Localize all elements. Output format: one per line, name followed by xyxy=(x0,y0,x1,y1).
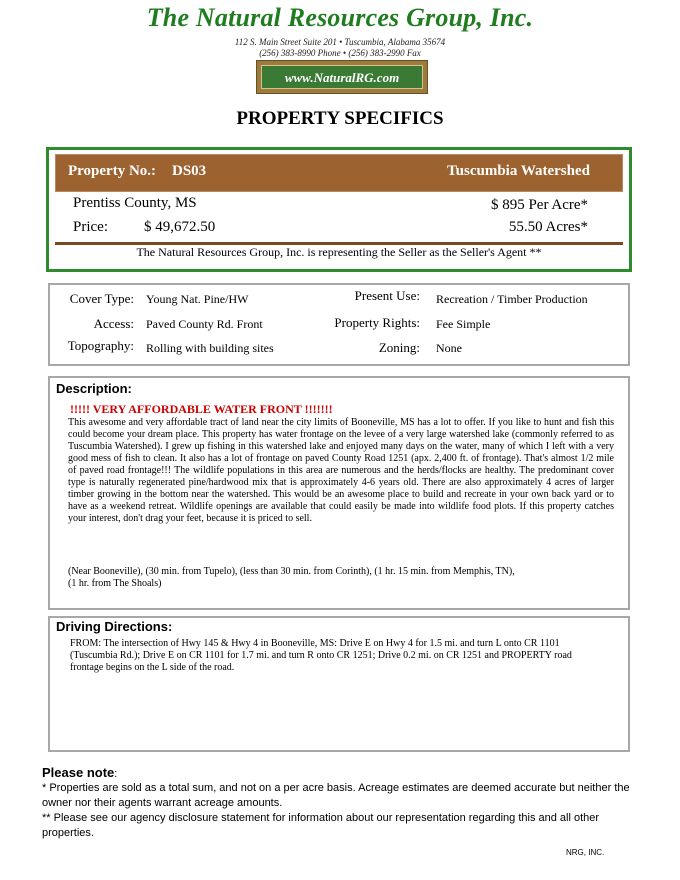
property-number: DS03 xyxy=(172,163,207,179)
access-label: Access: xyxy=(93,316,134,331)
description-distances-2: (1 hr. from The Shoals) xyxy=(68,578,162,589)
property-rights-label: Property Rights: xyxy=(334,315,420,330)
description-body: This awesome and very affordable tract of land near the city limits of Booneville, MS has a lot to offer. If you like to hunt and fish this could become your dream place. This property has water frontage on the levee of a very large watershed lake (commonly referred to as Tuscumbia Watershed). I grew up fishing in this watershed lake and enjoyed many days on the water, many of which I left with a very good mess of fish to clean. It also has a lot of frontage on paved County Road 1251 (apx. 2,400 ft. of frontage). That's almost 1/2 mile of paved road frontage!!! The wildlife populations in this area are numerous and the herds/flocks are healthy. The predominant cover type is naturally regenerated pine/hardwood mix that is approximately 4-6 years old. There are also approximately 4 acres of larger timber growing in the bottom near the watershed. This would be an awesome place to build and recreate in your own back yard or to have as a weekend retreat. Wildlife openings are available that could easily be made into wildlife food plots. If this property catches your interest, don't drag your feet, because it is priced to sell. xyxy=(68,417,614,524)
zoning-label: Zoning: xyxy=(378,340,420,355)
topography-value: Rolling with building sites xyxy=(146,341,274,355)
property-rights-value: Fee Simple xyxy=(436,317,491,331)
company-address: 112 S. Main Street Suite 201 • Tuscumbia, Alabama 35674 xyxy=(234,37,446,47)
present-use-label: Present Use: xyxy=(354,288,420,303)
property-price: $ 49,672.50 xyxy=(144,219,216,235)
zoning-value: None xyxy=(436,341,462,355)
page-title: PROPERTY SPECIFICS xyxy=(236,108,444,129)
note-acreage: * Properties are sold as a total sum, and not on a per acre basis. Acreage estimates are deemed accurate but neither the owner nor their agents warrant acreage amounts. xyxy=(42,782,630,809)
cover-type-value: Young Nat. Pine/HW xyxy=(146,292,249,306)
website-link[interactable]: www.NaturalRG.com xyxy=(261,65,423,89)
property-number-label: Property No.: xyxy=(68,163,157,179)
price-per-acre: $ 895 Per Acre* xyxy=(490,197,588,213)
company-phone: (256) 383-8990 Phone • (256) 383-2990 Fax xyxy=(259,48,421,58)
note-colon: : xyxy=(114,768,118,780)
property-acres: 55.50 Acres* xyxy=(508,219,588,235)
topography-label: Topography: xyxy=(67,338,134,353)
directions-body: FROM: The intersection of Hwy 145 & Hwy 4 in Booneville, MS: Drive E on Hwy 4 for 1.5 mi. and turn L onto CR 1101 (Tuscumbia Rd.); Drive E on CR 1101 for 1.7 mi. and turn R onto CR 1251; Drive 0.2 mi. on CR 1251 and PROPERTY road frontage begins on the L side of the road. xyxy=(70,638,572,673)
description-headline: !!!!! VERY AFFORDABLE WATER FRONT !!!!!!! xyxy=(70,402,333,416)
driving-directions-box xyxy=(48,616,630,752)
description-distances: (Near Booneville), (30 min. from Tupelo), (less than 30 min. from Corinth), (1 hr. 15 min. from Memphis, TN), xyxy=(68,566,515,577)
description-heading: Description: xyxy=(56,381,132,396)
access-value: Paved County Rd. Front xyxy=(146,317,263,331)
website-badge[interactable] xyxy=(256,60,428,94)
directions-heading: Driving Directions: xyxy=(56,619,173,634)
note-disclosure: ** Please see our agency disclosure statement for information about our representation regarding this and all other properties. xyxy=(42,812,600,839)
footer-nrg: NRG, INC. xyxy=(566,848,605,857)
note-heading: Please note xyxy=(42,765,115,780)
property-header-bar xyxy=(55,154,623,192)
price-label: Price: xyxy=(73,219,108,235)
cover-type-label: Cover Type: xyxy=(69,291,134,306)
present-use-value: Recreation / Timber Production xyxy=(436,292,588,306)
property-name: Tuscumbia Watershed xyxy=(447,163,590,179)
agent-note: The Natural Resources Group, Inc. is representing the Seller as the Seller's Agent ** xyxy=(136,245,542,259)
company-name: The Natural Resources Group, Inc. xyxy=(146,3,534,32)
note-heading-line xyxy=(42,764,117,782)
property-county: Prentiss County, MS xyxy=(73,195,197,211)
